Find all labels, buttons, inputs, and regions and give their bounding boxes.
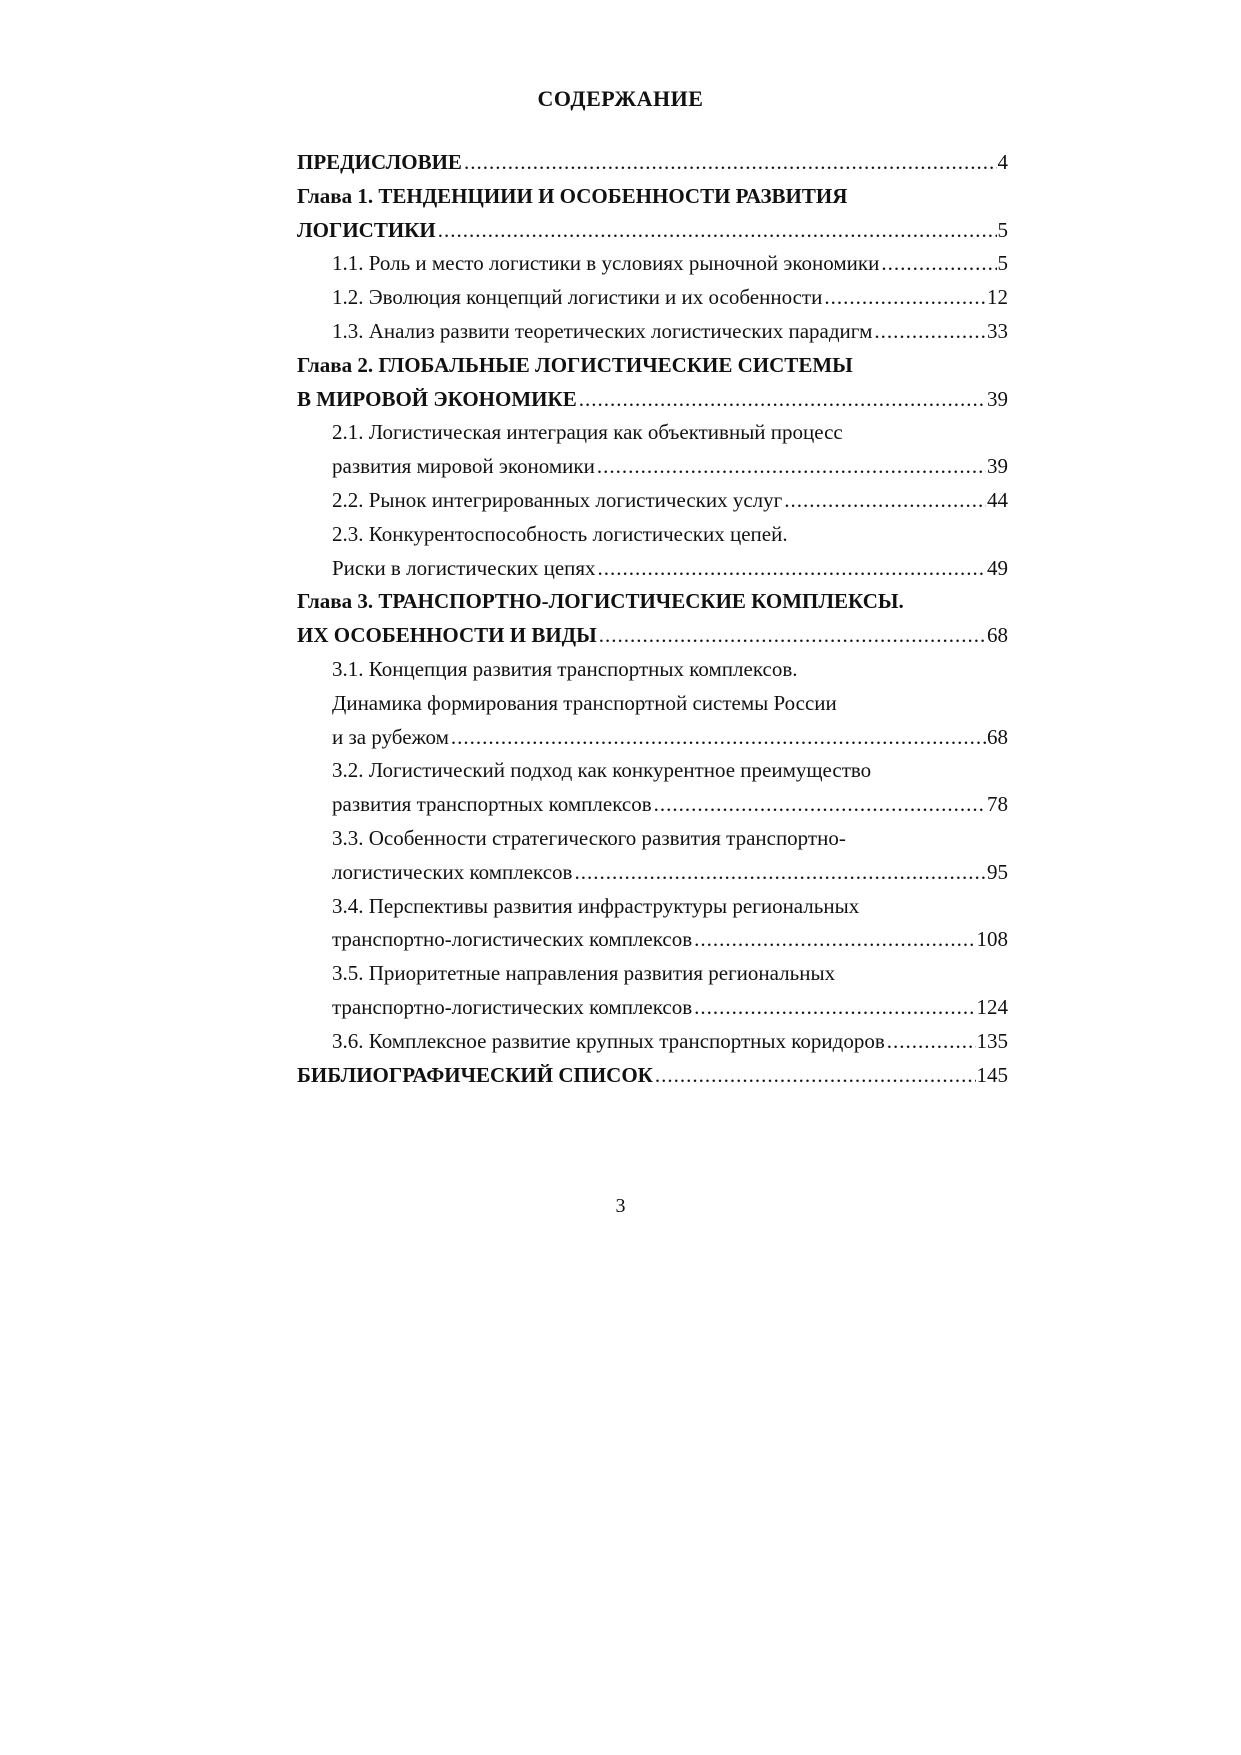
- toc-page-number: 5: [997, 217, 1008, 242]
- leader-dots: [874, 315, 986, 349]
- toc-page-number: 78: [987, 792, 1008, 817]
- toc-line: [297, 1059, 1008, 1093]
- toc-entry-text: ЛОГИСТИКИ: [297, 217, 436, 242]
- toc-entry-text: ИХ ОСОБЕННОСТИ И ВИДЫ: [297, 623, 597, 648]
- toc-line: [297, 484, 1008, 518]
- leader-dots: [438, 214, 997, 248]
- toc-line: [297, 653, 1008, 687]
- toc-entry-text: В МИРОВОЙ ЭКОНОМИКЕ: [297, 386, 577, 411]
- table-of-contents: [297, 146, 1008, 1092]
- toc-line: [297, 721, 1008, 755]
- toc-line: [297, 822, 1008, 856]
- toc-line: [297, 552, 1008, 586]
- toc-entry-text: Глава 1. ТЕНДЕНЦИИИ И ОСОБЕННОСТИ РАЗВИТИЯ: [297, 183, 848, 208]
- leader-dots: [694, 991, 975, 1025]
- toc-entry-text: 2.3. Конкурентоспособность логистических цепей.: [332, 521, 788, 546]
- toc-entry-text: Динамика формирования транспортной системы России: [332, 690, 837, 715]
- toc-page-number: 44: [987, 487, 1008, 512]
- toc-line: [297, 1025, 1008, 1059]
- leader-dots: [597, 450, 986, 484]
- toc-page-number: 135: [976, 1028, 1008, 1053]
- toc-entry-text: развития мировой экономики: [332, 454, 595, 479]
- toc-line: [297, 146, 1008, 180]
- toc-line: [297, 856, 1008, 890]
- leader-dots: [694, 923, 975, 957]
- page-title: СОДЕРЖАНИЕ: [537, 86, 704, 111]
- toc-page-number: 145: [976, 1062, 1008, 1087]
- toc-page-number: 33: [987, 318, 1008, 343]
- toc-entry-text: транспортно-логистических комплексов: [332, 994, 693, 1019]
- toc-page-number: 68: [987, 724, 1008, 749]
- toc-page-number: 4: [997, 150, 1008, 174]
- toc-entry-text: 1.1. Роль и место логистики в условиях рыночной экономики: [332, 251, 880, 276]
- toc-entry-text: Глава 2. ГЛОБАЛЬНЫЕ ЛОГИСТИЧЕСКИЕ СИСТЕМЫ: [297, 352, 853, 377]
- toc-entry-text: ПРЕДИСЛОВИЕ: [297, 150, 462, 174]
- toc-entry-text: и за рубежом: [332, 724, 449, 749]
- toc-line: [297, 991, 1008, 1025]
- toc-entry-text: 3.2. Логистический подход как конкурентное преимущество: [332, 758, 872, 783]
- toc-line: [297, 315, 1008, 349]
- toc-entry-text: 2.1. Логистическая интеграция как объективный процесс: [332, 420, 843, 445]
- toc-entry-text: 1.3. Анализ развити теоретических логистических парадигм: [332, 318, 873, 343]
- leader-dots: [881, 247, 996, 281]
- toc-page-number: 39: [987, 454, 1008, 479]
- toc-line: [297, 957, 1008, 991]
- leader-dots: [654, 788, 986, 822]
- toc-line: [297, 754, 1008, 788]
- toc-entry-text: 2.2. Рынок интегрированных логистических услуг: [332, 487, 783, 512]
- leader-dots: [574, 856, 986, 890]
- toc-line: [297, 619, 1008, 653]
- leader-dots: [464, 146, 997, 180]
- toc-page-number: 124: [976, 994, 1008, 1019]
- toc-line: [297, 923, 1008, 957]
- toc-line: [297, 281, 1008, 315]
- toc-entry-text: 3.6. Комплексное развитие крупных транспортных коридоров: [332, 1028, 885, 1053]
- toc-line: [297, 687, 1008, 721]
- toc-entry-text: 3.3. Особенности стратегического развития транспортно-: [332, 825, 846, 850]
- leader-dots: [579, 383, 986, 417]
- toc-page-number: 12: [987, 285, 1008, 310]
- toc-entry-text: 3.4. Перспективы развития инфраструктуры региональных: [332, 893, 860, 918]
- toc-page-number: 49: [987, 555, 1008, 580]
- toc-page-number: 68: [987, 623, 1008, 648]
- page-number: 3: [615, 1195, 626, 1217]
- leader-dots: [887, 1025, 976, 1059]
- toc-entry-text: транспортно-логистических комплексов: [332, 927, 693, 952]
- toc-entry-text: развития транспортных комплексов: [332, 792, 652, 817]
- toc-line: [297, 788, 1008, 822]
- toc-line: [297, 890, 1008, 924]
- toc-entry-text: Глава 3. ТРАНСПОРТНО-ЛОГИСТИЧЕСКИЕ КОМПЛЕКСЫ.: [297, 589, 904, 614]
- leader-dots: [598, 552, 986, 586]
- toc-line: [297, 585, 1008, 619]
- toc-line: [297, 247, 1008, 281]
- toc-entry-text: 3.1. Концепция развития транспортных комплексов.: [332, 656, 798, 681]
- leader-dots: [599, 619, 986, 653]
- toc-page-number: 108: [976, 927, 1008, 952]
- toc-line: [297, 180, 1008, 214]
- toc-line: [297, 450, 1008, 484]
- toc-entry-text: Риски в логистических цепях: [332, 555, 596, 580]
- leader-dots: [824, 281, 986, 315]
- toc-line: [297, 518, 1008, 552]
- toc-entry-text: 3.5. Приоритетные направления развития региональных: [332, 961, 836, 986]
- leader-dots: [451, 721, 986, 755]
- leader-dots: [784, 484, 986, 518]
- toc-entry-text: 1.2. Эволюция концепций логистики и их особенности: [332, 285, 823, 310]
- toc-line: [297, 349, 1008, 383]
- toc-entry-text: логистических комплексов: [332, 859, 573, 884]
- leader-dots: [655, 1059, 976, 1093]
- toc-line: [297, 383, 1008, 417]
- toc-entry-text: БИБЛИОГРАФИЧЕСКИЙ СПИСОК: [297, 1062, 653, 1087]
- toc-line: [297, 416, 1008, 450]
- toc-page-number: 5: [997, 251, 1008, 276]
- toc-page-number: 39: [987, 386, 1008, 411]
- toc-page-number: 95: [987, 859, 1008, 884]
- toc-line: [297, 214, 1008, 248]
